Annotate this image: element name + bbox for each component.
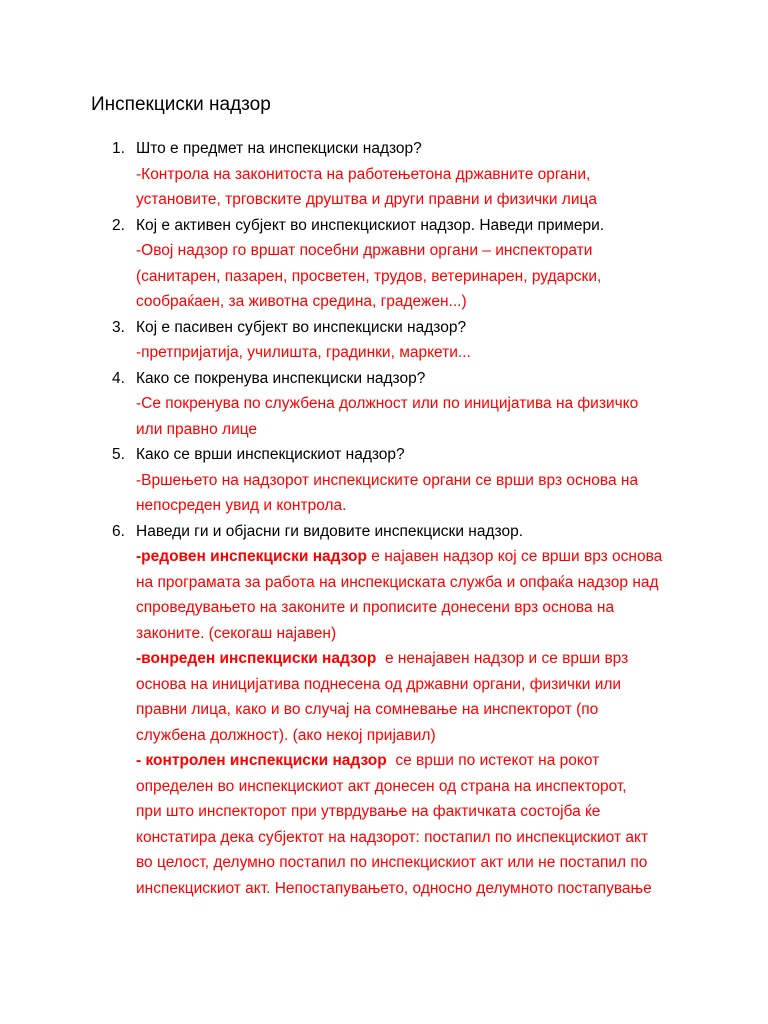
answer-text: спроведувањето на законите и прописите донесени врз основа на <box>136 599 615 616</box>
answer-line <box>0 468 768 494</box>
answer-line <box>0 672 768 698</box>
question-number: 3. <box>112 318 125 336</box>
inspection-type-line <box>0 646 768 672</box>
inspection-type-term: -вонреден инспекциски надзор <box>136 650 377 667</box>
answer-text: -Контрола на законитоста на работењетона државните органи, <box>136 165 591 183</box>
answer-line <box>0 391 768 417</box>
question-item-3 <box>0 315 768 366</box>
answer-text: констатира дека субјектот на надзорот: постапил по инспекцискиот акт <box>136 828 649 846</box>
answer-line <box>0 493 768 519</box>
answer-line <box>0 774 768 800</box>
inspection-type-regular <box>136 544 662 570</box>
question-line <box>0 213 768 239</box>
answer-line <box>0 417 768 443</box>
question-text: Кој е активен субјект во инспекцискиот надзор. Наведи примери. <box>136 216 605 234</box>
question-text: Кој е пасивен субјект во инспекциски надзор? <box>136 318 467 336</box>
question-item-1 <box>0 136 768 213</box>
answer-text: на програмата за работа на инспекциската служба и опфаќа надзор над <box>136 573 659 591</box>
answer-line <box>0 570 768 596</box>
question-text: Што е предмет на инспекциски надзор? <box>136 140 422 157</box>
question-list <box>0 136 768 901</box>
question-line <box>0 136 768 162</box>
answer-text: во целост, делумно постапил по инспекцискиот акт или не постапил по <box>136 854 648 871</box>
answer-text: службена должност). (ако некој пријавил) <box>136 726 436 744</box>
answer-text: -Овој надзор го вршат посебни државни органи – инспекторати <box>136 242 593 259</box>
answer-text: установите, трговските друштва и други правни и физички лица <box>136 191 597 208</box>
answer-text: непосреден увид и контрола. <box>136 497 347 514</box>
question-text: Како се врши инспекцискиот надзор? <box>136 446 405 463</box>
answer-line <box>0 697 768 723</box>
inspection-type-line <box>0 544 768 570</box>
question-item-5 <box>0 442 768 519</box>
answer-line <box>0 187 768 213</box>
inspection-type-description: се врши по истекот на рокот <box>386 752 600 769</box>
answer-line <box>0 264 768 290</box>
question-text: Како се покренува инспекциски надзор? <box>136 369 426 387</box>
question-number: 1. <box>112 140 125 157</box>
answer-line <box>0 825 768 851</box>
inspection-type-control <box>136 748 599 774</box>
answer-line <box>0 238 768 264</box>
answer-text: основа на иницијатива поднесена од државни органи, физички или <box>136 675 622 693</box>
answer-text: определен во инспекцискиот акт донесен од страна на инспекторот, <box>136 777 627 795</box>
question-item-2 <box>0 213 768 315</box>
question-item-6 <box>0 519 768 902</box>
answer-line <box>0 289 768 315</box>
question-number: 2. <box>112 216 125 234</box>
question-line <box>0 442 768 468</box>
answer-text: законите. (секогаш најавен) <box>136 624 337 642</box>
answer-text: -Се покренува по службена должност или по иницијатива на физичко <box>136 395 639 412</box>
inspection-type-extraordinary <box>136 646 628 672</box>
question-line <box>0 315 768 341</box>
inspection-type-line <box>0 748 768 774</box>
document-title: Инспекциски надзор <box>91 94 271 115</box>
inspection-type-term: - контролен инспекциски надзор <box>136 752 387 769</box>
question-number: 6. <box>112 522 125 540</box>
question-number: 4. <box>112 369 125 387</box>
answer-line <box>0 799 768 825</box>
answer-line <box>0 621 768 647</box>
answer-line <box>0 876 768 902</box>
question-text: Наведи ги и објасни ги видовите инспекциски надзор. <box>136 522 524 540</box>
answer-line <box>0 723 768 749</box>
question-number: 5. <box>112 446 125 463</box>
answer-text: сообраќаен, за животна средина, градежен...) <box>136 293 467 310</box>
question-line <box>0 366 768 392</box>
answer-line <box>0 850 768 876</box>
answer-text: (санитарен, пазарен, просветен, трудов, ветеринарен, рударски, <box>136 267 602 285</box>
inspection-type-description: е најавен надзор кој се врши врз основа <box>366 548 663 565</box>
answer-line <box>0 595 768 621</box>
answer-line <box>0 340 768 366</box>
answer-text: при што инспекторот при утврдување на фактичката состојба ќе <box>136 803 601 820</box>
answer-text: или правно лице <box>136 420 258 438</box>
answer-line <box>0 162 768 188</box>
inspection-type-description: е ненајавен надзор и се врши врз <box>376 650 629 667</box>
answer-text: -Вршењето на надзорот инспекциските органи се врши врз основа на <box>136 471 639 489</box>
question-item-4 <box>0 366 768 443</box>
answer-text: инспекцискиот акт. Непостапувањето, односно делумното постапување <box>136 879 652 897</box>
answer-text: -претпријатија, училишта, градинки, маркети... <box>136 344 471 361</box>
answer-text: правни лица, како и во случај на сомневање на инспекторот (по <box>136 701 599 718</box>
inspection-type-term: -редовен инспекциски надзор <box>136 548 367 565</box>
question-line <box>0 519 768 545</box>
